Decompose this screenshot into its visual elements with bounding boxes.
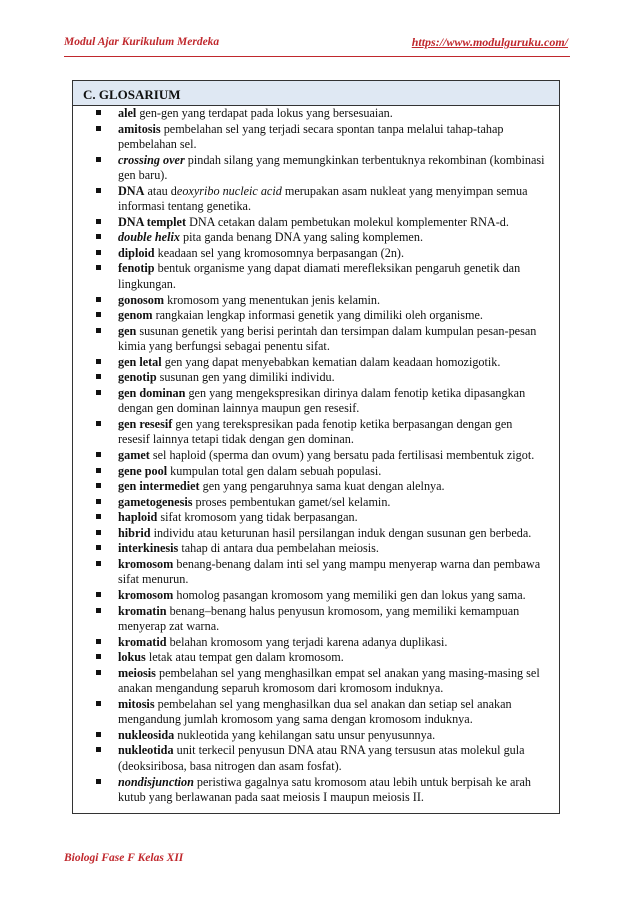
square-bullet-icon <box>96 188 101 193</box>
glossary-item <box>73 635 559 651</box>
glossary-definition: unit terkecil penyusun DNA atau RNA yang tersusun atas molekul gula (deoksiribosa, basa nitrogen dan asam fosfat). <box>118 743 525 773</box>
glossary-term: nukleosida <box>118 727 175 742</box>
glossary-item <box>73 122 559 153</box>
glossary-definition: benang-benang dalam inti sel yang mampu menyerap warna dan pembawa sifat menurun. <box>118 556 541 587</box>
glossary-item <box>73 775 559 806</box>
square-bullet-icon <box>96 126 101 131</box>
square-bullet-icon <box>96 483 101 488</box>
glossary-definition: individu atau keturunan hasil persilangan induk dengan susunan gen berbeda. <box>150 525 532 540</box>
glossary-definition: nukleotida yang kehilangan satu unsur penyusunnya. <box>174 727 436 742</box>
glossary-term: mitosis <box>118 696 155 711</box>
module-title: Modul Ajar Kurikulum Merdeka <box>64 36 220 48</box>
glossary-item <box>73 106 559 122</box>
header-divider <box>64 56 570 57</box>
glossary-definition: proses pembentukan gamet/sel kelamin. <box>192 494 391 509</box>
glossary-term: kromosom <box>118 587 174 602</box>
square-bullet-icon <box>96 234 101 239</box>
glossary-definition: homolog pasangan kromosom yang memiliki gen dan lokus yang sama. <box>173 587 526 602</box>
glossary-item <box>73 557 559 588</box>
glossary-term: kromatin <box>118 603 167 618</box>
glossary-term: alel <box>118 106 137 120</box>
glossary-definition: gen-gen yang terdapat pada lokus yang bersesuaian. <box>136 106 393 120</box>
glossary-item <box>73 697 559 728</box>
glossary-item <box>73 261 559 292</box>
glossary-definition: letak atau tempat gen dalam kromosom. <box>145 650 344 665</box>
glossary-definition: kromosom yang menentukan jenis kelamin. <box>164 292 381 307</box>
glossary-item <box>73 650 559 666</box>
glossary-definition: pembelahan sel yang terjadi secara spontan tanpa melalui tahap-tahap pembelahan sel. <box>118 121 504 152</box>
square-bullet-icon <box>96 530 101 535</box>
glossary-term: amitosis <box>118 121 161 136</box>
glossary-term: gen <box>118 323 137 338</box>
glossary-term: gametogenesis <box>118 494 193 509</box>
glossary-definition: gen yang dapat menyebabkan kematian dalam keadaan homozigotik. <box>161 354 501 369</box>
square-bullet-icon <box>96 219 101 224</box>
glossary-definition: pembelahan sel yang menghasilkan dua sel anakan dan setiap sel anakan mengandung jumlah kromosom yang sama dengan kromosom induknya. <box>118 696 512 727</box>
glossary-connector: atau d <box>144 183 177 198</box>
glossary-item <box>73 588 559 604</box>
glossary-term: DNA templet <box>118 214 187 229</box>
glossary-term: fenotip <box>118 261 155 276</box>
glossary-term: nukleotida <box>118 743 174 758</box>
footer-text: Biologi Fase F Kelas XII <box>64 852 184 864</box>
square-bullet-icon <box>96 732 101 737</box>
glossary-term: diploid <box>118 245 155 260</box>
glossary-item <box>73 526 559 542</box>
glossary-definition: pita ganda benang DNA yang saling komplemen. <box>179 230 423 245</box>
site-link[interactable]: https://www.modulguruku.com/ <box>411 35 568 49</box>
glossary-item <box>73 464 559 480</box>
glossary-definition: kumpulan total gen dalam sebuah populasi. <box>167 463 382 478</box>
glossary-item <box>73 308 559 324</box>
square-bullet-icon <box>96 297 101 302</box>
square-bullet-icon <box>96 328 101 333</box>
square-bullet-icon <box>96 747 101 752</box>
glossary-item <box>73 448 559 464</box>
square-bullet-icon <box>96 421 101 426</box>
square-bullet-icon <box>96 110 101 115</box>
square-bullet-icon <box>96 359 101 364</box>
glossary-item <box>73 230 559 246</box>
glossary-definition: sifat kromosom yang tidak berpasangan. <box>157 510 358 525</box>
glossary-definition: susunan genetik yang berisi perintah dan tersimpan dalam kumpulan pesan-pesan kimia yang berfungsi sebagai penentu sifat. <box>118 323 537 354</box>
square-bullet-icon <box>96 639 101 644</box>
glossary-definition: belahan kromosom yang terjadi karena adanya duplikasi. <box>166 634 448 649</box>
glossary-definition: sel haploid (sperma dan ovum) yang bersatu pada fertilisasi membentuk zigot. <box>149 448 535 463</box>
square-bullet-icon <box>96 374 101 379</box>
glossary-term: gen dominan <box>118 385 186 400</box>
glossary-definition: merupakan asam nukleat yang menyimpan semua informasi tentang genetika. <box>118 183 528 214</box>
glossary-item <box>73 541 559 557</box>
square-bullet-icon <box>96 390 101 395</box>
glossary-definition: gen yang mengekspresikan dirinya dalam fenotip ketika dipasangkan dengan gen dominan lainnya maupun gen resesif. <box>118 385 526 416</box>
square-bullet-icon <box>96 468 101 473</box>
square-bullet-icon <box>96 312 101 317</box>
glossary-definition: gen yang pengaruhnya sama kuat dengan alelnya. <box>199 479 445 494</box>
square-bullet-icon <box>96 608 101 613</box>
glossary-term: lokus <box>118 650 146 665</box>
glossary-definition: pindah silang yang memungkinkan terbentuknya rekombinan (kombinasi gen baru). <box>118 152 545 183</box>
glossary-term: DNA <box>118 183 145 198</box>
glossary-item <box>73 743 559 774</box>
glossary-item <box>73 479 559 495</box>
glossary-item <box>73 370 559 386</box>
square-bullet-icon <box>96 654 101 659</box>
glossary-term: genotip <box>118 370 157 385</box>
section-title: C. GLOSARIUM <box>73 81 559 106</box>
square-bullet-icon <box>96 514 101 519</box>
glossary-box <box>72 80 560 814</box>
glossary-definition: bentuk organisme yang dapat diamati merefleksikan pengaruh genetik dan lingkungan. <box>118 261 521 292</box>
glossary-item <box>73 153 559 184</box>
glossary-item <box>73 355 559 371</box>
square-bullet-icon <box>96 545 101 550</box>
glossary-term: crossing over <box>118 152 185 167</box>
square-bullet-icon <box>96 452 101 457</box>
square-bullet-icon <box>96 779 101 784</box>
glossary-term: double helix <box>118 230 180 245</box>
glossary-item <box>73 417 559 448</box>
glossary-definition: tahap di antara dua pembelahan meiosis. <box>178 541 379 556</box>
glossary-item <box>73 293 559 309</box>
square-bullet-icon <box>96 265 101 270</box>
glossary-item <box>73 495 559 511</box>
glossary-list <box>73 106 559 806</box>
glossary-item <box>73 604 559 635</box>
glossary-item <box>73 728 559 744</box>
square-bullet-icon <box>96 670 101 675</box>
glossary-item <box>73 666 559 697</box>
glossary-term: interkinesis <box>118 541 179 556</box>
square-bullet-icon <box>96 499 101 504</box>
glossary-item <box>73 246 559 262</box>
glossary-item <box>73 215 559 231</box>
glossary-definition: gen yang terekspresikan pada fenotip ketika berpasangan dengan gen resesif lainnya tetapi tidak dengan gen dominan. <box>118 416 513 447</box>
glossary-definition: benang–benang halus penyusun kromosom, yang memiliki kemampuan menyerap zat warna. <box>118 603 520 634</box>
glossary-term: kromosom <box>118 556 174 571</box>
glossary-definition: keadaan sel yang kromosomnya berpasangan (2n). <box>154 245 405 260</box>
glossary-term: hibrid <box>118 525 151 540</box>
glossary-term: gamet <box>118 448 150 463</box>
glossary-term: gen letal <box>118 354 162 369</box>
glossary-definition: peristiwa gagalnya satu kromosom atau lebih untuk berpisah ke arah kutub yang berlawanan pada saat meiosis I maupun meiosis II. <box>118 774 531 805</box>
glossary-term: kromatid <box>118 634 167 649</box>
glossary-term: gene pool <box>118 463 168 478</box>
square-bullet-icon <box>96 701 101 706</box>
glossary-item <box>73 324 559 355</box>
square-bullet-icon <box>96 250 101 255</box>
glossary-term: gen resesif <box>118 416 173 431</box>
glossary-item <box>73 184 559 215</box>
glossary-term: genom <box>118 308 153 323</box>
glossary-expansion: eoxyribo nucleic acid <box>176 183 282 198</box>
glossary-term: meiosis <box>118 665 156 680</box>
glossary-definition: pembelahan sel yang menghasilkan empat sel anakan yang masing-masing sel anakan mengandung separuh kromosom dari kromosom induknya. <box>118 665 540 696</box>
glossary-term: nondisjunction <box>118 774 194 789</box>
square-bullet-icon <box>96 157 101 162</box>
glossary-definition: DNA cetakan dalam pembetukan molekul komplementer RNA-d. <box>186 214 509 229</box>
glossary-item <box>73 510 559 526</box>
glossary-term: gen intermediet <box>118 479 200 494</box>
glossary-definition: susunan gen yang dimiliki individu. <box>156 370 335 385</box>
glossary-term: gonosom <box>118 292 165 307</box>
square-bullet-icon <box>96 561 101 566</box>
square-bullet-icon <box>96 592 101 597</box>
glossary-definition: rangkaian lengkap informasi genetik yang dimiliki oleh organisme. <box>152 308 483 323</box>
glossary-item <box>73 386 559 417</box>
glossary-term: haploid <box>118 510 158 525</box>
